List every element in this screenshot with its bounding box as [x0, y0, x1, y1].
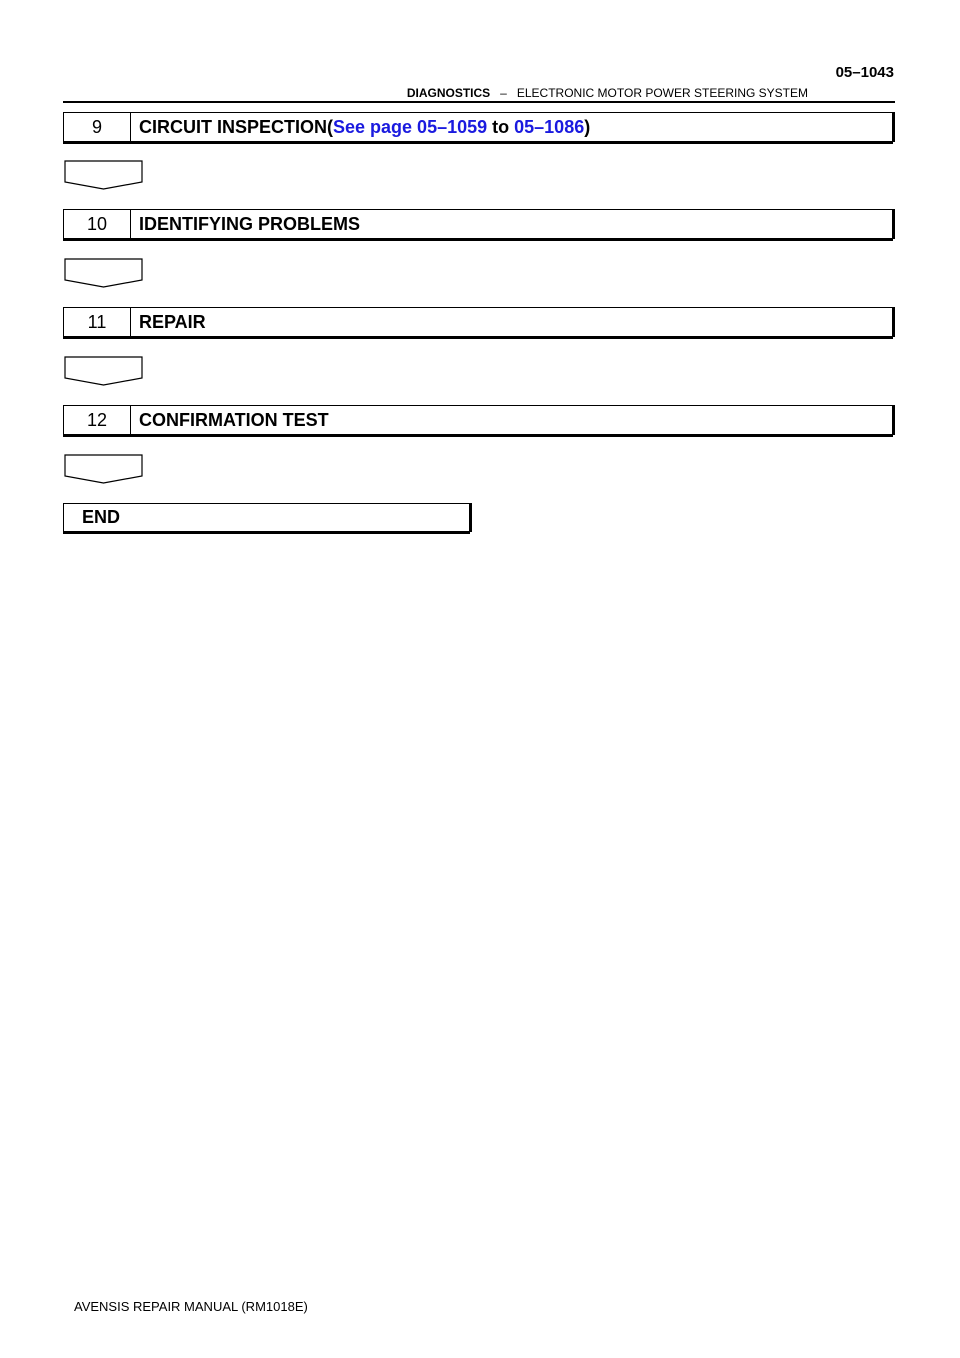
header-subsection: ELECTRONIC MOTOR POWER STEERING SYSTEM [516, 86, 808, 100]
running-header [63, 86, 895, 101]
flow-arrow-icon [64, 258, 143, 288]
flow-arrow-icon [64, 356, 143, 386]
step-number: 9 [64, 113, 131, 141]
step-title: IDENTIFYING PROBLEMS [139, 213, 361, 234]
step-box-11 [63, 307, 893, 337]
step-title-to: to [487, 116, 515, 137]
step-title: REPAIR [139, 311, 206, 332]
header-dash: – [500, 86, 507, 100]
page-link-end[interactable]: 05–1086 [514, 116, 585, 137]
header-rule [63, 101, 895, 103]
step-title [131, 113, 892, 141]
page-link-start[interactable]: See page 05–1059 [333, 116, 488, 137]
step-title-text: CIRCUIT INSPECTION( [139, 116, 334, 137]
step-number: 12 [64, 406, 131, 434]
footer-text: AVENSIS REPAIR MANUAL (RM1018E) [74, 1299, 308, 1314]
end-box: END [63, 503, 470, 532]
step-box-12 [63, 405, 893, 435]
page-number: 05–1043 [835, 64, 894, 81]
step-number: 11 [64, 308, 131, 336]
step-box-9 [63, 112, 893, 142]
flow-arrow-icon [64, 160, 143, 190]
flow-arrow-icon [64, 454, 143, 484]
step-title: CONFIRMATION TEST [139, 409, 329, 430]
step-box-10 [63, 209, 893, 239]
header-section: DIAGNOSTICS [406, 86, 491, 100]
step-title-close: ) [584, 116, 591, 137]
step-number: 10 [64, 210, 131, 238]
